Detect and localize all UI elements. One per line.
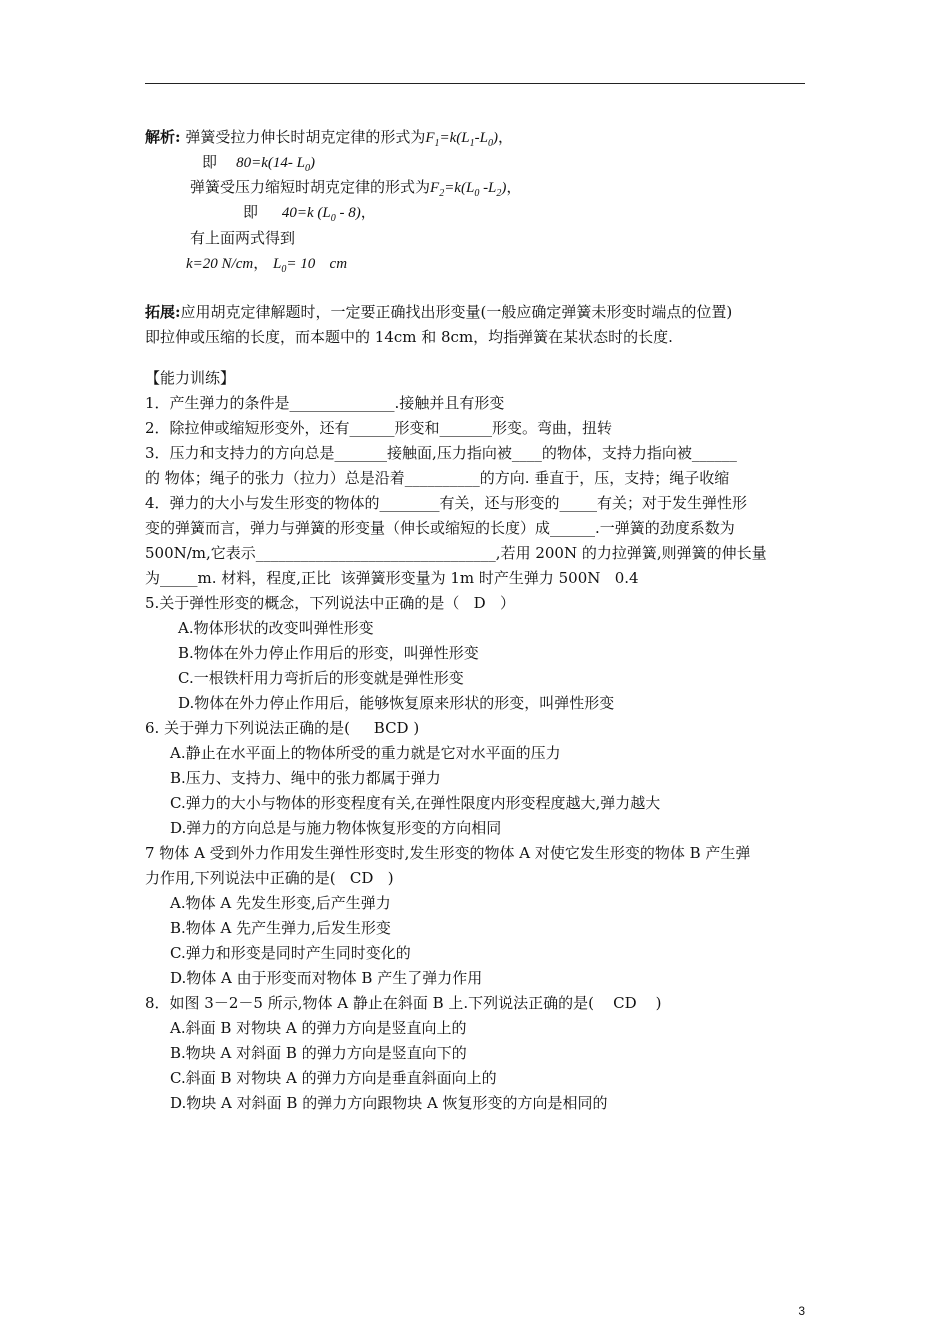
training-line-9: 5.关于弹性形变的概念，下列说法中正确的是（ D ） xyxy=(145,594,515,612)
training-line-19: 7 物体 A 受到外力作用发生弹性形变时,发生形变的物体 A 对使它发生形变的物体 B 产生弹 xyxy=(145,844,751,862)
analysis-line-6: k=20 N/cm， $L_0= 10$ cm xyxy=(186,254,348,275)
training-line-6: 变的弹簧而言，弹力与弹簧的形变量（伸长或缩短的长度）成______.一弹簧的劲度系数为 xyxy=(145,519,735,537)
training-line-15: A.静止在水平面上的物体所受的重力就是它对水平面的压力 xyxy=(170,744,561,762)
training-line-26: A.斜面 B 对物块 A 的弹力方向是竖直向上的 xyxy=(170,1019,467,1037)
training-line-1: 1．产生弹力的条件是______________.接触并且有形变 xyxy=(145,394,505,412)
analysis-line-5: 有上面两式得到 xyxy=(190,229,296,247)
extension-line-2: 即拉伸或压缩的长度，而本题中的 14cm 和 8cm，均指弹簧在某状态时的长度. xyxy=(145,328,673,346)
training-line-29: D.物块 A 对斜面 B 的弹力方向跟物块 A 恢复形变的方向是相同的 xyxy=(170,1094,608,1112)
header-rule xyxy=(145,83,805,84)
training-line-17: C.弹力的大小与物体的形变程度有关,在弹性限度内形变程度越大,弹力越大 xyxy=(170,794,661,812)
training-line-20: 力作用,下列说法中正确的是( CD ) xyxy=(145,869,394,887)
training-line-18: D.弹力的方向总是与施力物体恢复形变的方向相同 xyxy=(170,819,502,837)
training-line-4: 的 物体；绳子的张力（拉力）总是沿着__________的方向. 垂直于，压，支持；绳子收缩 xyxy=(145,469,730,487)
training-line-8: 为_____m. 材料，程度,正比 该弹簧形变量为 1m 时产生弹力 500N 0.4 xyxy=(145,569,639,587)
training-line-14: 6. 关于弹力下列说法正确的是( BCD ) xyxy=(145,719,420,737)
analysis-line-3: 弹簧受压力缩短时胡克定律的形式为$F_2=k(L_0$ $-L_2$)， xyxy=(190,178,522,199)
training-line-2: 2．除拉伸或缩短形变外，还有______形变和_______形变。弯曲，扭转 xyxy=(145,419,613,437)
training-line-28: C.斜面 B 对物块 A 的弹力方向是垂直斜面向上的 xyxy=(170,1069,497,1087)
training-line-12: C.一根铁杆用力弯折后的形变就是弹性形变 xyxy=(178,669,464,687)
training-line-13: D.物体在外力停止作用后，能够恢复原来形状的形变，叫弹性形变 xyxy=(178,694,615,712)
training-line-23: C.弹力和形变是同时产生同时变化的 xyxy=(170,944,411,962)
training-line-7: 500N/m,它表示________________________________,若用 200N 的力拉弹簧,则弹簧的伸长量 xyxy=(145,544,767,562)
training-line-27: B.物块 A 对斜面 B 的弹力方向是竖直向下的 xyxy=(170,1044,467,1062)
analysis-line-4: 即 40=k $(L_0 - 8)$， xyxy=(243,203,376,224)
training-line-5: 4．弹力的大小与发生形变的物体的________有关，还与形变的_____有关；对于发生弹性形 xyxy=(145,494,748,512)
training-line-16: B.压力、支持力、绳中的张力都属于弹力 xyxy=(170,769,441,787)
page-number: 3 xyxy=(798,1304,805,1318)
extension-line-1: 拓展:应用胡克定律解题时，一定要正确找出形变量(一般应确定弹簧未形变时端点的位置) xyxy=(145,303,733,321)
training-heading: 【能力训练】 xyxy=(145,369,236,387)
training-line-25: 8．如图 3－2－5 所示,物体 A 静止在斜面 B 上.下列说法正确的是( CD ) xyxy=(145,994,662,1012)
analysis-line-2: 即 80=k(14- $L_0$) xyxy=(202,153,315,174)
training-line-3: 3．压力和支持力的方向总是_______接触面,压力指向被____的物体，支持力指向被______ xyxy=(145,444,737,462)
training-line-10: A.物体形状的改变叫弹性形变 xyxy=(178,619,374,637)
training-line-22: B.物体 A 先产生弹力,后发生形变 xyxy=(170,919,391,937)
training-line-11: B.物体在外力停止作用后的形变，叫弹性形变 xyxy=(178,644,479,662)
analysis-line-1: 解析: 弹簧受拉力伸长时胡克定律的形式为$F_1=k(L_1-L_0)$， xyxy=(145,128,513,149)
training-line-21: A.物体 A 先发生形变,后产生弹力 xyxy=(170,894,391,912)
training-line-24: D.物体 A 由于形变而对物体 B 产生了弹力作用 xyxy=(170,969,483,987)
